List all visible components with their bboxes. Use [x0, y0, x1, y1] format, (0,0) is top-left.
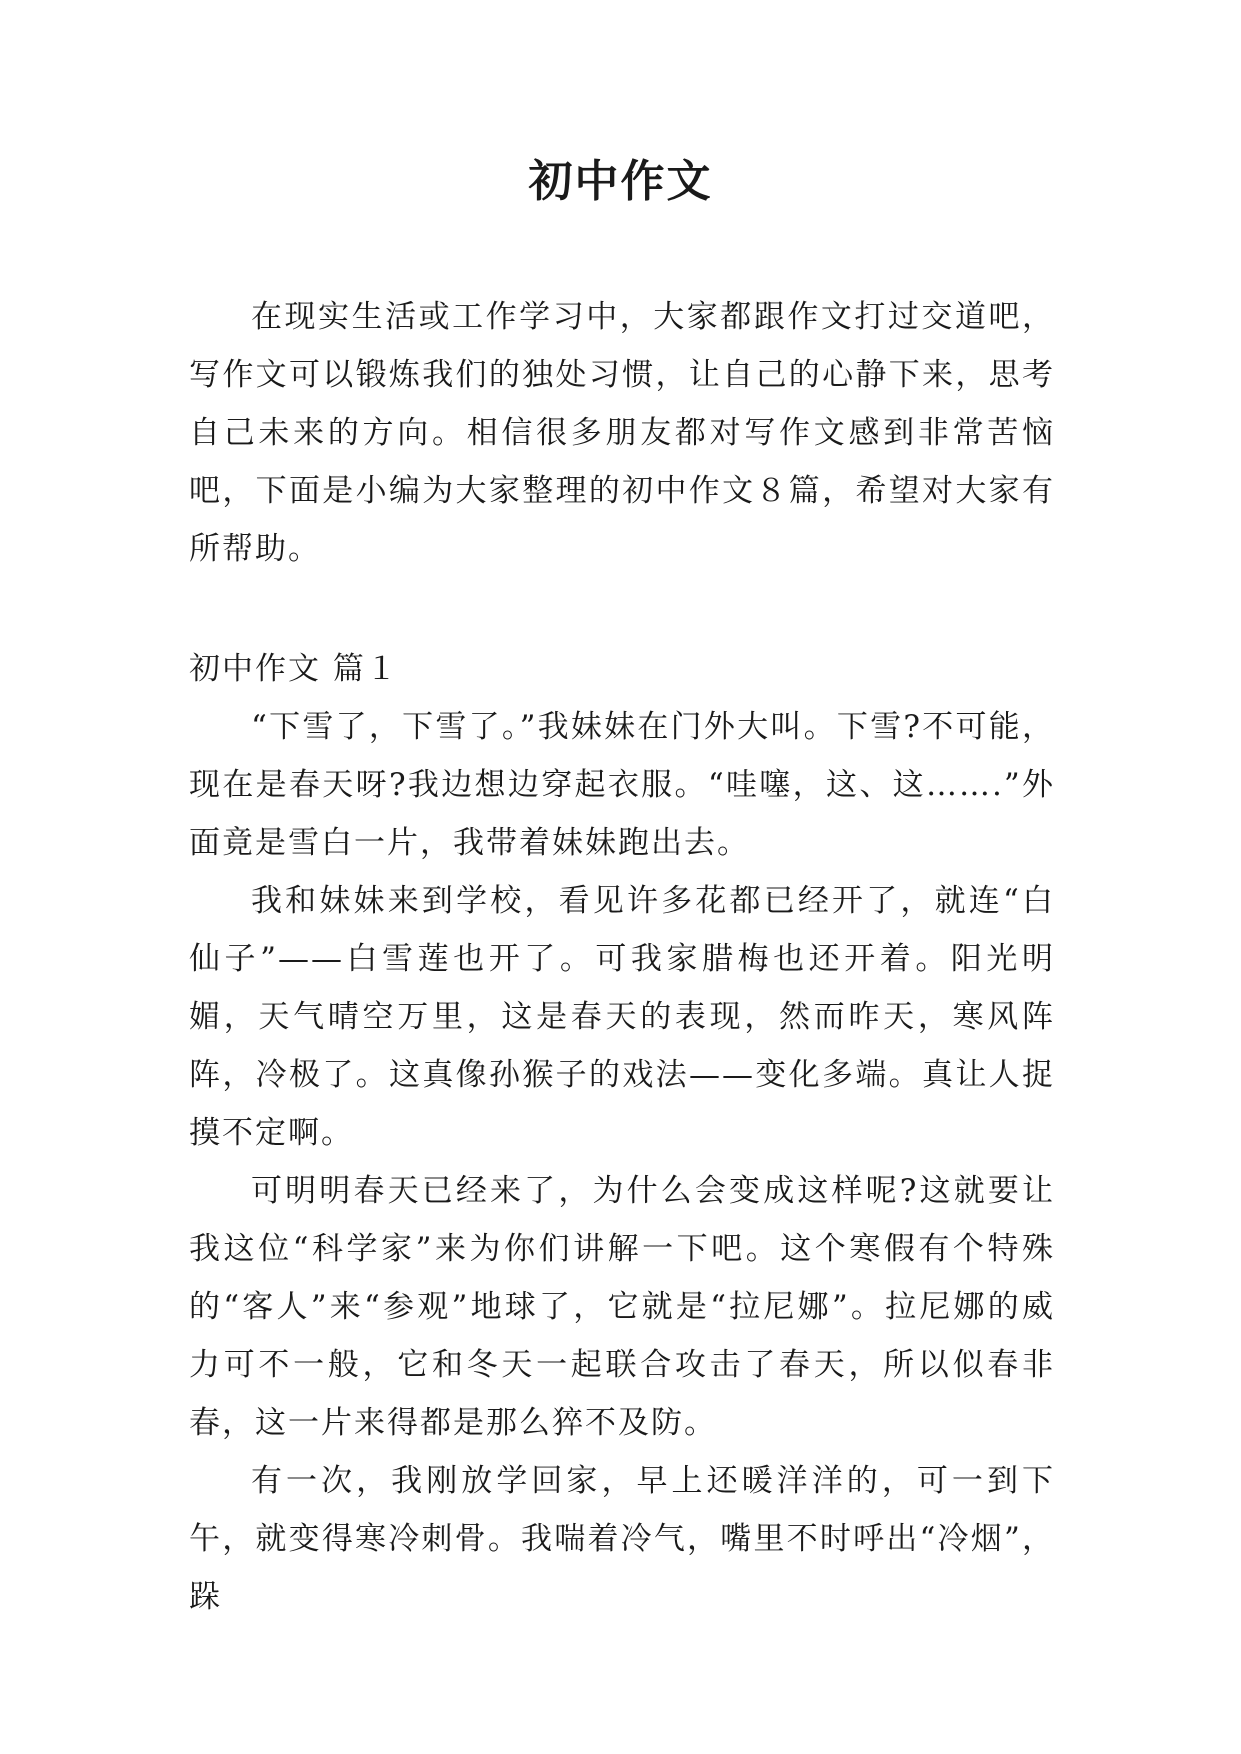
essay-paragraph: 可明明春天已经来了，为什么会变成这样呢?这就要让我这位“科学家”来为你们讲解一下吧。这个寒假有个特殊的“客人”来“参观”地球了，它就是“拉尼娜”。拉尼娜的威力可不一般，它和冬天一起联合攻击了春天，所以似春非春，这一片来得都是那么猝不及防。: [189, 1173, 1055, 1441]
intro-paragraph: 在现实生活或工作学习中，大家都跟作文打过交道吧，写作文可以锻炼我们的独处习惯，让自己的心静下来，思考自己未来的方向。相信很多朋友都对写作文感到非常苦恼吧，下面是小编为大家整理的初中作文８篇，希望对大家有所帮助。: [189, 299, 1055, 567]
essay-paragraph: “下雪了，下雪了。”我妹妹在门外大叫。下雪?不可能，现在是春天呀?我边想边穿起衣服。“哇噻，这、这…….”外面竟是雪白一片，我带着妹妹跑出去。: [189, 709, 1055, 861]
section-heading: 初中作文 篇１: [189, 651, 399, 687]
document-title: 初中作文: [528, 156, 713, 207]
essay-content: [189, 698, 1055, 1626]
document-body: [189, 288, 1055, 1626]
essay-paragraph: 我和妹妹来到学校，看见许多花都已经开了，就连“白仙子”——白雪莲也开了。可我家腊梅也还开着。阳光明媚，天气晴空万里，这是春天的表现，然而昨天，寒风阵阵，冷极了。这真像孙猴子的戏法——变化多端。真让人捉摸不定啊。: [189, 883, 1055, 1151]
essay-paragraph: 有一次，我刚放学回家，早上还暖洋洋的，可一到下午，就变得寒冷刺骨。我喘着冷气，嘴里不时呼出“冷烟”，跺: [189, 1463, 1055, 1615]
